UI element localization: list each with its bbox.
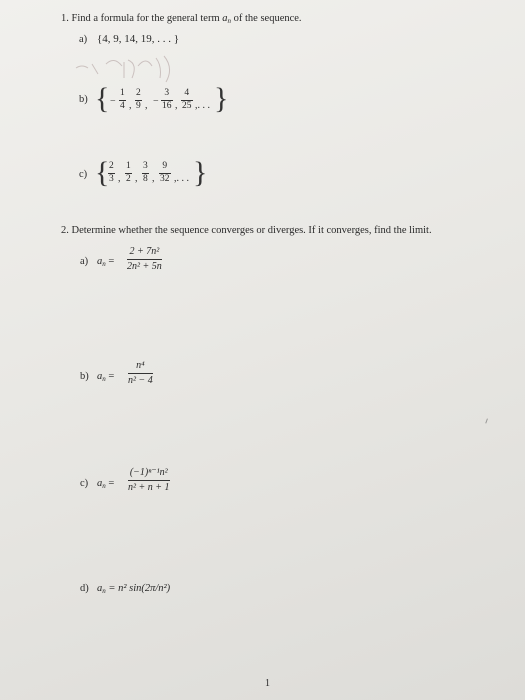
problem-1-number: 1. [61, 13, 69, 24]
problem-1-text: Find a formula for the general term [71, 13, 220, 24]
fraction-denominator: n² + n + 1 [128, 482, 170, 493]
fraction-denominator: 3 [109, 173, 114, 184]
comma: , [175, 100, 178, 111]
fraction-numerator: 1 [120, 88, 125, 98]
fraction-numerator: n⁴ [136, 360, 145, 371]
fraction-numerator: 4 [184, 88, 190, 98]
problem-1b-fraction-3 [161, 89, 173, 111]
fraction-denominator: 32 [160, 173, 170, 184]
pencil-scribble-mark [72, 50, 182, 86]
fraction-denominator: 2 [126, 173, 131, 184]
fraction-denominator: 8 [143, 173, 148, 184]
problem-1c-close-brace: } [193, 156, 208, 189]
comma: , [118, 173, 121, 184]
problem-1b-fraction-1 [119, 89, 126, 111]
problem-2c-fraction [128, 468, 170, 493]
problem-1a-sequence: {4, 9, 14, 19, . . . } [97, 33, 180, 45]
comma: , [129, 100, 132, 111]
fraction-denominator: 25 [182, 100, 192, 111]
problem-1b-fraction-2 [135, 89, 142, 111]
comma: , [152, 173, 155, 184]
problem-1c-fraction-1 [108, 162, 115, 184]
fraction-numerator: 3 [164, 88, 170, 98]
problem-1b-sign-3: − [153, 96, 159, 107]
fraction-denominator: n² − 4 [128, 375, 153, 386]
problem-1-term-sub: n [227, 17, 231, 25]
fraction-denominator: 4 [120, 100, 125, 111]
fraction-numerator: 2 [136, 88, 141, 98]
problem-1b-close-brace: } [214, 82, 229, 115]
pen-mark [485, 418, 490, 424]
problem-2b-lhs: $a_n$ = [97, 371, 115, 383]
comma: , [145, 100, 148, 111]
problem-1c-fraction-3 [142, 162, 149, 184]
problem-1b-sign-1: − [110, 96, 116, 107]
problem-1c-fraction-2 [125, 162, 132, 184]
problem-2-heading [61, 226, 432, 237]
problem-1-term: a [222, 13, 228, 24]
problem-2a-label: a) [80, 256, 89, 267]
problem-2a-lhs: $a_n$ = [97, 256, 115, 268]
problem-2c-lhs: $a_n$ = [97, 478, 115, 490]
problem-2-text: Determine whether the sequence converges or diverges. If it converges, find the limit. [71, 225, 432, 236]
problem-1c-ellipsis: ,. . . [174, 173, 189, 184]
problem-2b-fraction [128, 361, 153, 386]
fraction-numerator: 3 [143, 161, 148, 171]
fraction-numerator: 9 [162, 161, 168, 171]
problem-1b-ellipsis: ,. . . [195, 100, 210, 111]
problem-1c-label: c) [79, 169, 88, 180]
fraction-numerator: (−1)ⁿ⁻¹n² [129, 467, 168, 478]
problem-2d-equation: $a_n = n^2$ sin(2π/n²) [97, 583, 171, 595]
problem-1-heading [61, 14, 302, 25]
fraction-denominator: 9 [136, 100, 141, 111]
problem-1a-label: a) [79, 34, 88, 45]
fraction-numerator: 2 + 7n² [129, 246, 160, 257]
problem-2d-label: d) [80, 583, 89, 594]
fraction-denominator: 2n² + 5n [127, 261, 162, 272]
problem-1b-open-brace: { [95, 82, 110, 115]
problem-1-text-end: of the sequence. [233, 13, 302, 24]
problem-1c-fraction-4 [159, 162, 171, 184]
fraction-numerator: 1 [126, 161, 131, 171]
problem-2b-label: b) [80, 371, 89, 382]
problem-1b-label: b) [79, 94, 88, 105]
comma: , [135, 173, 138, 184]
problem-2c-label: c) [80, 478, 89, 489]
problem-2a-fraction [127, 247, 162, 272]
page-number: 1 [265, 678, 270, 689]
problem-2-number: 2. [61, 225, 69, 236]
fraction-denominator: 16 [162, 100, 172, 111]
problem-1b-fraction-4 [181, 89, 193, 111]
problem-1c-open-brace: { [95, 156, 110, 189]
fraction-numerator: 2 [109, 161, 114, 171]
